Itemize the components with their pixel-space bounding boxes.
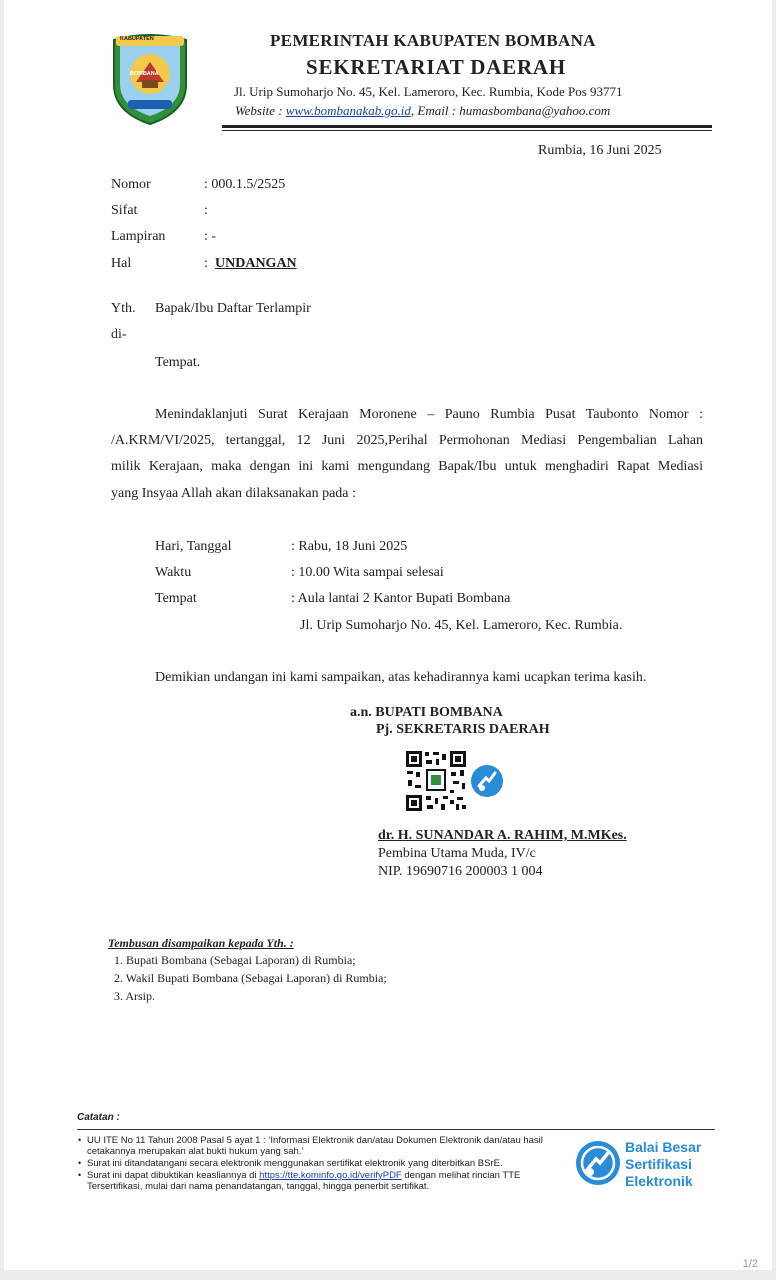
event-place-address: Jl. Urip Sumoharjo No. 45, Kel. Lameroro, Kec. Rumbia. xyxy=(300,618,623,633)
website-link[interactable]: www.bombanakab.go.id xyxy=(285,103,411,118)
body-line-2: /A.KRM/VI/2025, tertanggal, 12 Juni 2025,Perihal Permohonan Mediasi Pengembalian Lahan xyxy=(111,433,703,448)
bombana-regency-emblem xyxy=(108,30,192,126)
event-place-label: Tempat xyxy=(155,591,197,606)
event-day-value: : Rabu, 18 Juni 2025 xyxy=(291,539,408,554)
catatan-rule xyxy=(77,1129,715,1130)
tembusan-title: Tembusan disampaikan kepada Yth. : xyxy=(108,936,294,950)
email-text: , Email : humasbombana@yahoo.com xyxy=(410,103,611,118)
emblem-top-text: KABUPATEN xyxy=(120,36,154,42)
event-place-value: : Aula lantai 2 Kantor Bupati Bombana xyxy=(291,591,511,606)
page-indicator: 1/2 xyxy=(742,1258,758,1270)
qr-code-icon xyxy=(405,750,467,812)
bsre-logo-icon xyxy=(574,1139,622,1187)
event-time-value: : 10.00 Wita sampai selesai xyxy=(291,565,444,580)
tembusan-item: 3. Arsip. xyxy=(114,989,156,1003)
note-verify-line1 xyxy=(87,1170,520,1181)
bullet-icon: • xyxy=(78,1135,82,1145)
emblem-bottom-text: BOMBANA xyxy=(130,71,159,77)
signer-rank: Pembina Utama Muda, IV/c xyxy=(378,846,536,861)
bullet-icon: • xyxy=(78,1158,82,1168)
body-line-1: Menindaklanjuti Surat Kerajaan Moronene – Pauno Rumbia Pusat Taubonto Nomor : xyxy=(155,407,703,422)
verify-link[interactable]: https://tte.kominfo.go.id/verifyPDF xyxy=(259,1170,402,1181)
letter-page xyxy=(4,0,772,1270)
di-label: di- xyxy=(111,327,127,342)
note-ite-line2: cetakannya merupakan alat bukti hukum yang sah.’ xyxy=(87,1146,304,1157)
header-contact xyxy=(235,103,610,119)
letter-date: Rumbia, 16 Juni 2025 xyxy=(538,143,662,158)
sifat-value: : xyxy=(204,203,208,218)
tembusan-item: 1. Bupati Bombana (Sebagai Laporan) di Rumbia; xyxy=(114,953,356,967)
header-secretariat: SEKRETARIAT DAERAH xyxy=(306,55,567,79)
bsre-seal-icon xyxy=(470,764,504,798)
yth-label: Yth. xyxy=(111,301,136,316)
event-day-label: Hari, Tanggal xyxy=(155,539,232,554)
bullet-icon: • xyxy=(78,1170,82,1180)
note-verify-line2: Tersertifikasi, mulai dari nama penandatangan, tanggal, hingga penerbit sertifikat. xyxy=(87,1181,430,1192)
lampiran-label: Lampiran xyxy=(111,229,166,244)
note-verify-post: dengan melihat rincian TTE xyxy=(401,1170,521,1181)
recipient-name: Bapak/Ibu Daftar Terlampir xyxy=(155,301,311,316)
note-bsre: Surat ini ditandatangani secara elektronik menggunakan sertifikat elektronik yang diterbitkan BSrE. xyxy=(87,1158,503,1169)
header-rule-thick xyxy=(222,125,712,128)
nomor-label: Nomor xyxy=(111,177,151,192)
header-government: PEMERINTAH KABUPATEN BOMBANA xyxy=(270,31,596,50)
header-address: Jl. Urip Sumoharjo No. 45, Kel. Lameroro, Kec. Rumbia, Kode Pos 93771 xyxy=(234,84,623,99)
sifat-label: Sifat xyxy=(111,203,138,218)
closing-sentence: Demikian undangan ini kami sampaikan, atas kehadirannya kami ucapkan terima kasih. xyxy=(155,670,647,685)
note-ite-line1: UU ITE No 11 Tahun 2008 Pasal 5 ayat 1 : ‘Informasi Elektronik dan/atau Dokumen Elektronik dan/atau hasil xyxy=(87,1135,543,1146)
body-line-4: yang Insyaa Allah akan dilaksanakan pada : xyxy=(111,486,356,501)
catatan-title: Catatan : xyxy=(77,1112,120,1123)
nomor-value: : 000.1.5/2525 xyxy=(204,177,286,192)
signer-name: dr. H. SUNANDAR A. RAHIM, M.MKes. xyxy=(378,828,627,843)
tembusan-item: 2. Wakil Bupati Bombana (Sebagai Laporan) di Rumbia; xyxy=(114,971,387,985)
signer-nip: NIP. 19690716 200003 1 004 xyxy=(378,864,543,879)
recipient-place: Tempat. xyxy=(155,355,201,370)
event-time-label: Waktu xyxy=(155,565,192,580)
signature-on-behalf: a.n. BUPATI BOMBANA xyxy=(350,705,503,720)
website-label: Website : xyxy=(235,103,286,118)
bsre-name-line2: Sertifikasi xyxy=(625,1156,692,1172)
signature-role: Pj. SEKRETARIS DAERAH xyxy=(376,722,550,737)
hal-colon: : xyxy=(204,256,208,271)
bsre-name-line3: Elektronik xyxy=(625,1173,693,1189)
hal-label: Hal xyxy=(111,256,132,271)
body-line-3: milik Kerajaan, maka dengan ini kami mengundang Bapak/Ibu untuk menghadiri Rapat Mediasi xyxy=(111,459,703,474)
hal-value: UNDANGAN xyxy=(215,256,297,271)
bsre-name-line1: Balai Besar xyxy=(625,1139,702,1155)
header-rule-thin xyxy=(222,130,712,131)
lampiran-value: : - xyxy=(204,229,217,244)
note-verify-pre: Surat ini dapat dibuktikan keasliannya di xyxy=(87,1170,260,1181)
